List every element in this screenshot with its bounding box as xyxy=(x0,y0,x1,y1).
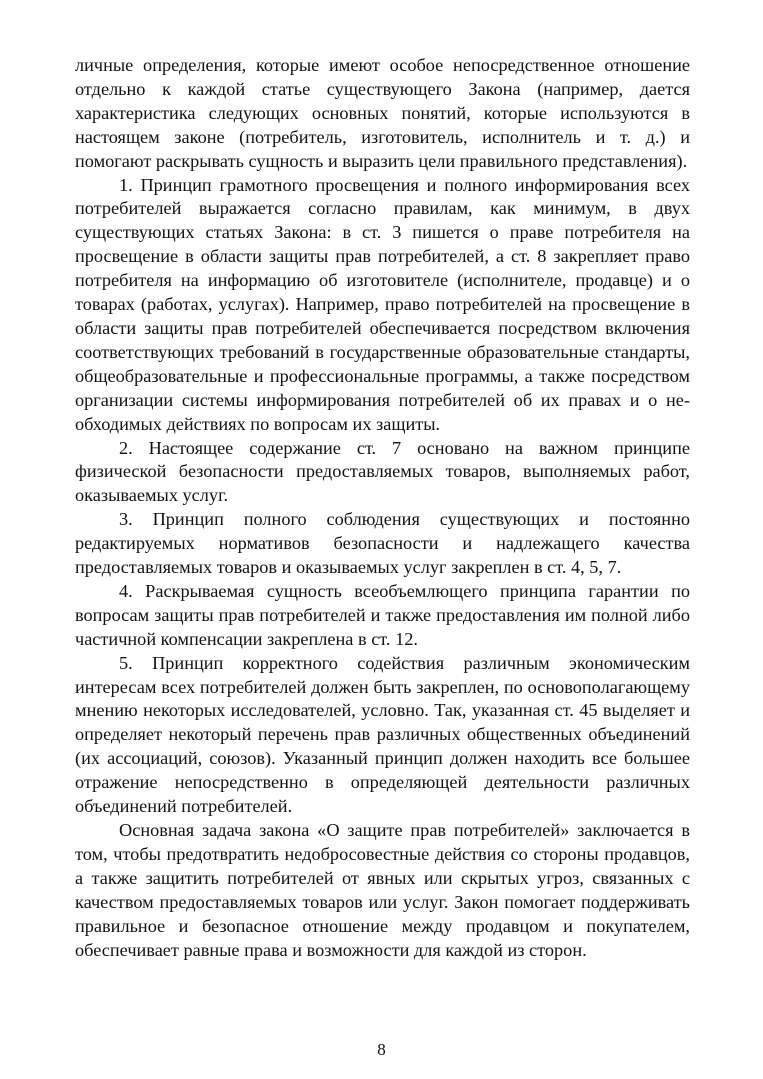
paragraph-principle-4: 4. Раскрываемая сущность всеобъемлющего принципа гарантии по вопросам защиты прав потребителей и также предоставления им полной либо частичной компенсации закреплена в ст. 12. xyxy=(75,580,690,649)
paragraph-main-task: Основная задача закона «О защите прав потребителей» заключается в том, чтобы предотвратить недобросовестные действия со стороны продавцов, а также защитить потребителей от явных или скрытых угроз, связанных с качеством предоставляемых товаров или услуг. Закон помогает поддерживать правильное и безопасное отношение между продавцом и покупателем, обеспечивает равные права и возможности для каждой из сторон. xyxy=(75,820,690,960)
page-number: 8 xyxy=(377,1040,386,1059)
paragraph-principle-1: 1. Принцип грамотного просвещения и полного информирования всех потребителей выражается согласно правилам, как минимум, в двух существующих статьях Закона: в ст. 3 пишется о праве потребителя на просвещение в области защиты прав потребителей, а ст. 8 закрепляет право потребителя на информацию об изготовителе (исполнителе, продавце) и о товарах (работах, услугах). Например, право потребителей на просвещение в области защиты прав потребителей обеспечивается посредством включения соответствующих требований в государственные образовательные стандарты, общеобразовательные и профессиональные программы, а также посредством организации системы информирования потребителей об их правах и о необходимых действиях по вопросам их защиты. xyxy=(75,174,690,434)
paragraph-definitions-continued: личные определения, которые имеют особое непосредственное отношение отдельно к каждой статье существующего Закона (например, дается характеристика следующих основных понятий, которые используются в настоящем законе (потребитель, изготовитель, исполнитель и т. д.) и помогают раскрывать сущность и выразить цели правильного представления). xyxy=(75,55,690,171)
paragraph-principle-2: 2. Настоящее содержание ст. 7 основано на важном принципе физической безопасности предоставляемых товаров, выполняемых работ, оказываемых услуг. xyxy=(75,437,690,506)
paragraph-principle-5: 5. Принцип корректного содействия различным экономическим интересам всех потребителей должен быть закреплен, по основополагающему мнению некоторых исследователей, условно. Так, указанная ст. 45 выделяет и определяет некоторый перечень прав различных общественных объединений (их ассоциаций, союзов). Указанный принцип должен находить все большее отражение непосредственно в определяющей деятельности различных объединений потребителей. xyxy=(75,652,690,817)
page-body xyxy=(75,54,690,962)
paragraph-principle-3: 3. Принцип полного соблюдения существующих и постоянно редактируемых нормативов безопасности и надлежащего качества предоставляемых товаров и оказываемых услуг закреплен в ст. 4, 5, 7. xyxy=(75,509,690,578)
